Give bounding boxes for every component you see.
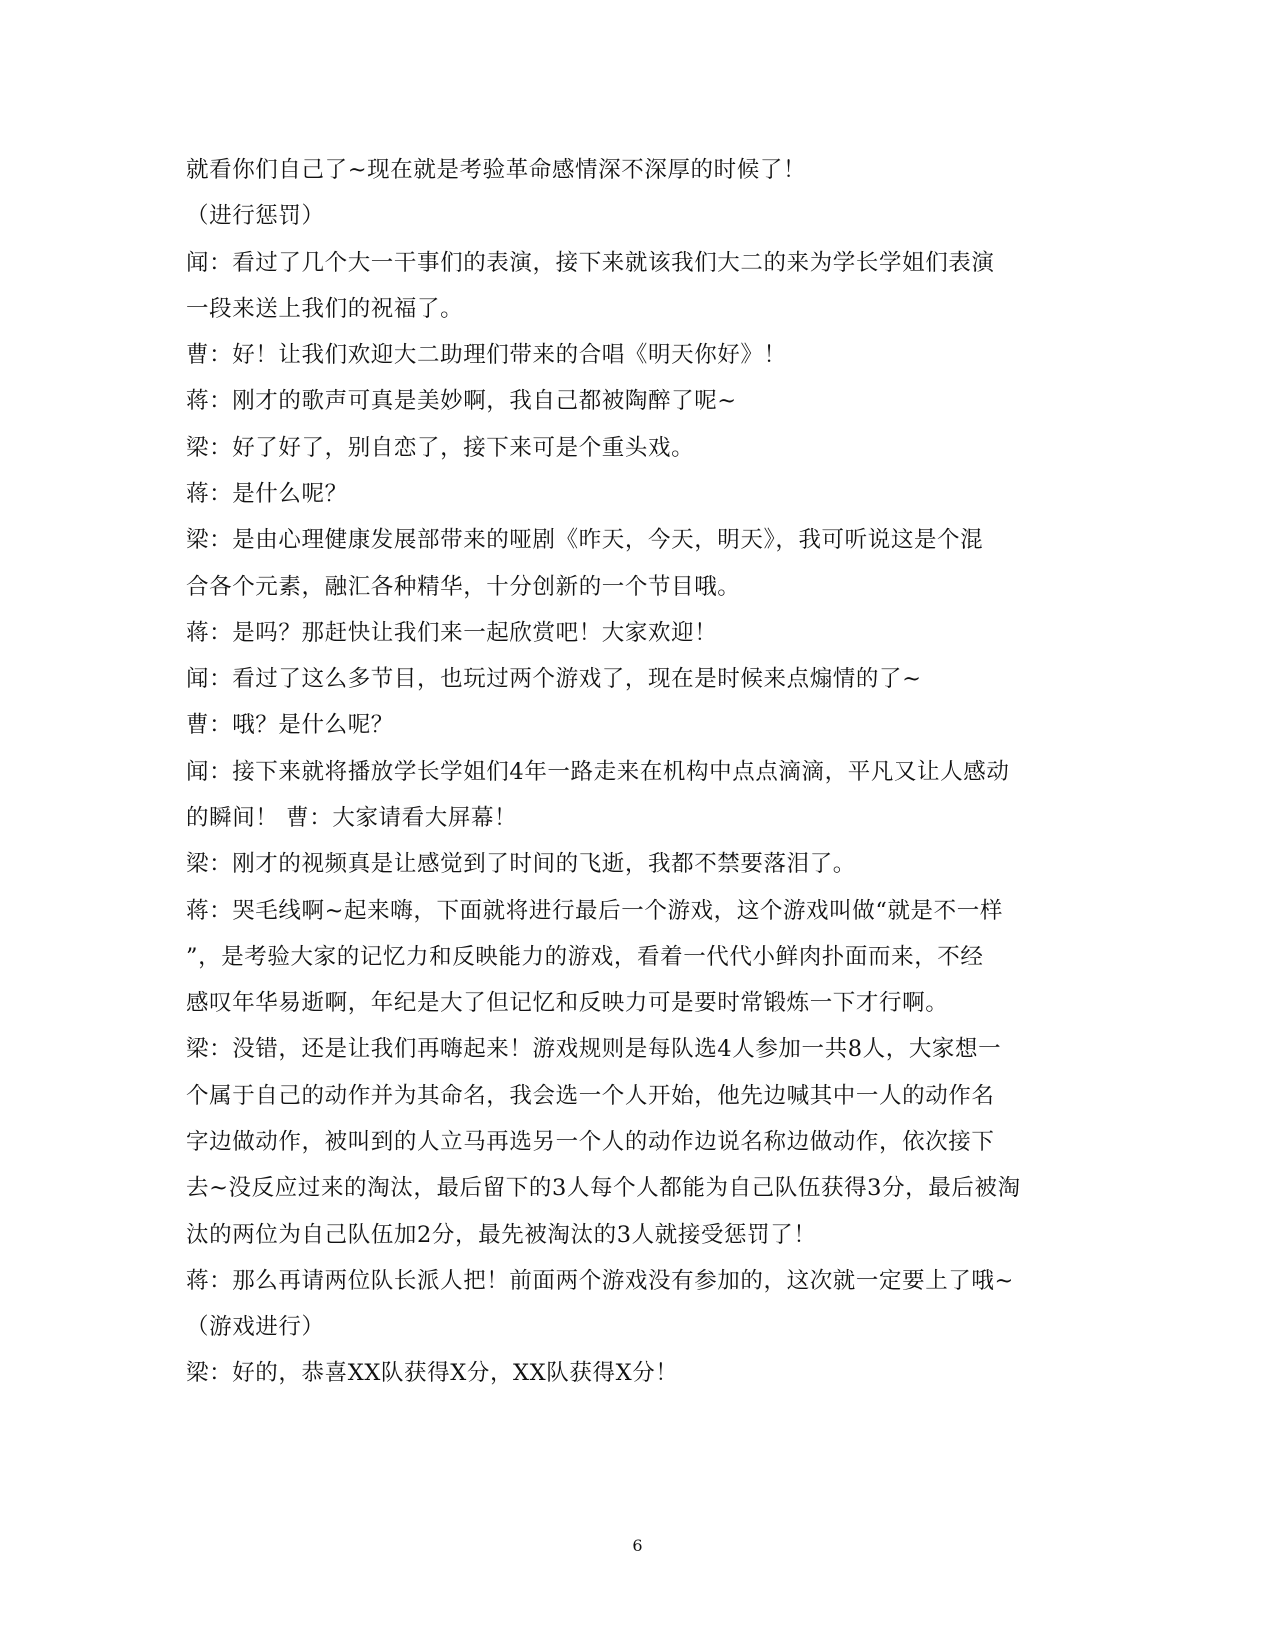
text-line: 感叹年华易逝啊，年纪是大了但记忆和反映力可是要时常锻炼一下才行啊。 xyxy=(186,990,949,1016)
text-line: 梁：好了好了，别自恋了，接下来可是个重头戏。 xyxy=(186,435,695,461)
text-line: 去~没反应过来的淘汰，最后留下的3人每个人都能为自己队伍获得3分，最后被淘 xyxy=(186,1175,1021,1201)
text-line: （进行惩罚） xyxy=(186,203,325,229)
text-line: 就看你们自己了~现在就是考验革命感情深不深厚的时候了！ xyxy=(186,157,807,183)
text-line: 梁：刚才的视频真是让感觉到了时间的飞逝，我都不禁要落泪了。 xyxy=(186,851,856,877)
text-line: 蒋：那么再请两位队长派人把！前面两个游戏没有参加的，这次就一定要上了哦~ xyxy=(186,1268,1014,1294)
text-line: ”，是考验大家的记忆力和反映能力的游戏，看着一代代小鲜肉扑面而来，不经 xyxy=(186,944,984,970)
text-line: 梁：没错，还是让我们再嗨起来！游戏规则是每队选4人参加一共8人，大家想一 xyxy=(186,1036,1002,1062)
text-line: 梁：是由心理健康发展部带来的哑剧《昨天，今天，明天》，我可听说这是个混 xyxy=(186,527,984,553)
text-line: 个属于自己的动作并为其命名，我会选一个人开始，他先边喊其中一人的动作名 xyxy=(186,1083,995,1109)
text-line: （游戏进行） xyxy=(186,1314,325,1340)
text-line: 闻：看过了这么多节目，也玩过两个游戏了，现在是时候来点煽情的了~ xyxy=(186,666,922,692)
text-line: 合各个元素，融汇各种精华，十分创新的一个节目哦。 xyxy=(186,574,741,600)
text-line: 曹：好！让我们欢迎大二助理们带来的合唱《明天你好》！ xyxy=(186,342,787,368)
text-line: 蒋：刚才的歌声可真是美妙啊，我自己都被陶醉了呢~ xyxy=(186,388,737,414)
text-line: 闻：看过了几个大一干事们的表演，接下来就该我们大二的来为学长学姐们表演 xyxy=(186,250,995,276)
text-line: 汰的两位为自己队伍加2分，最先被淘汰的3人就接受惩罚了！ xyxy=(186,1222,817,1248)
text-line: 蒋：是吗？那赶快让我们来一起欣赏吧！大家欢迎！ xyxy=(186,620,718,646)
text-line: 的瞬间！ 曹：大家请看大屏幕！ xyxy=(186,805,518,831)
text-line: 梁：好的，恭喜XX队获得X分，XX队获得X分！ xyxy=(186,1360,679,1386)
text-line: 蒋：哭毛线啊~起来嗨，下面就将进行最后一个游戏，这个游戏叫做“就是不一样 xyxy=(186,898,1003,924)
text-line: 蒋：是什么呢？ xyxy=(186,481,348,507)
text-line: 一段来送上我们的祝福了。 xyxy=(186,296,464,322)
text-line: 闻：接下来就将播放学长学姐们4年一路走来在机构中点点滴滴，平凡又让人感动 xyxy=(186,759,1010,785)
text-line: 字边做动作，被叫到的人立马再选另一个人的动作边说名称边做动作，依次接下 xyxy=(186,1129,995,1155)
text-line: 曹：哦？是什么呢？ xyxy=(186,712,394,738)
page-number: 6 xyxy=(632,1536,643,1555)
